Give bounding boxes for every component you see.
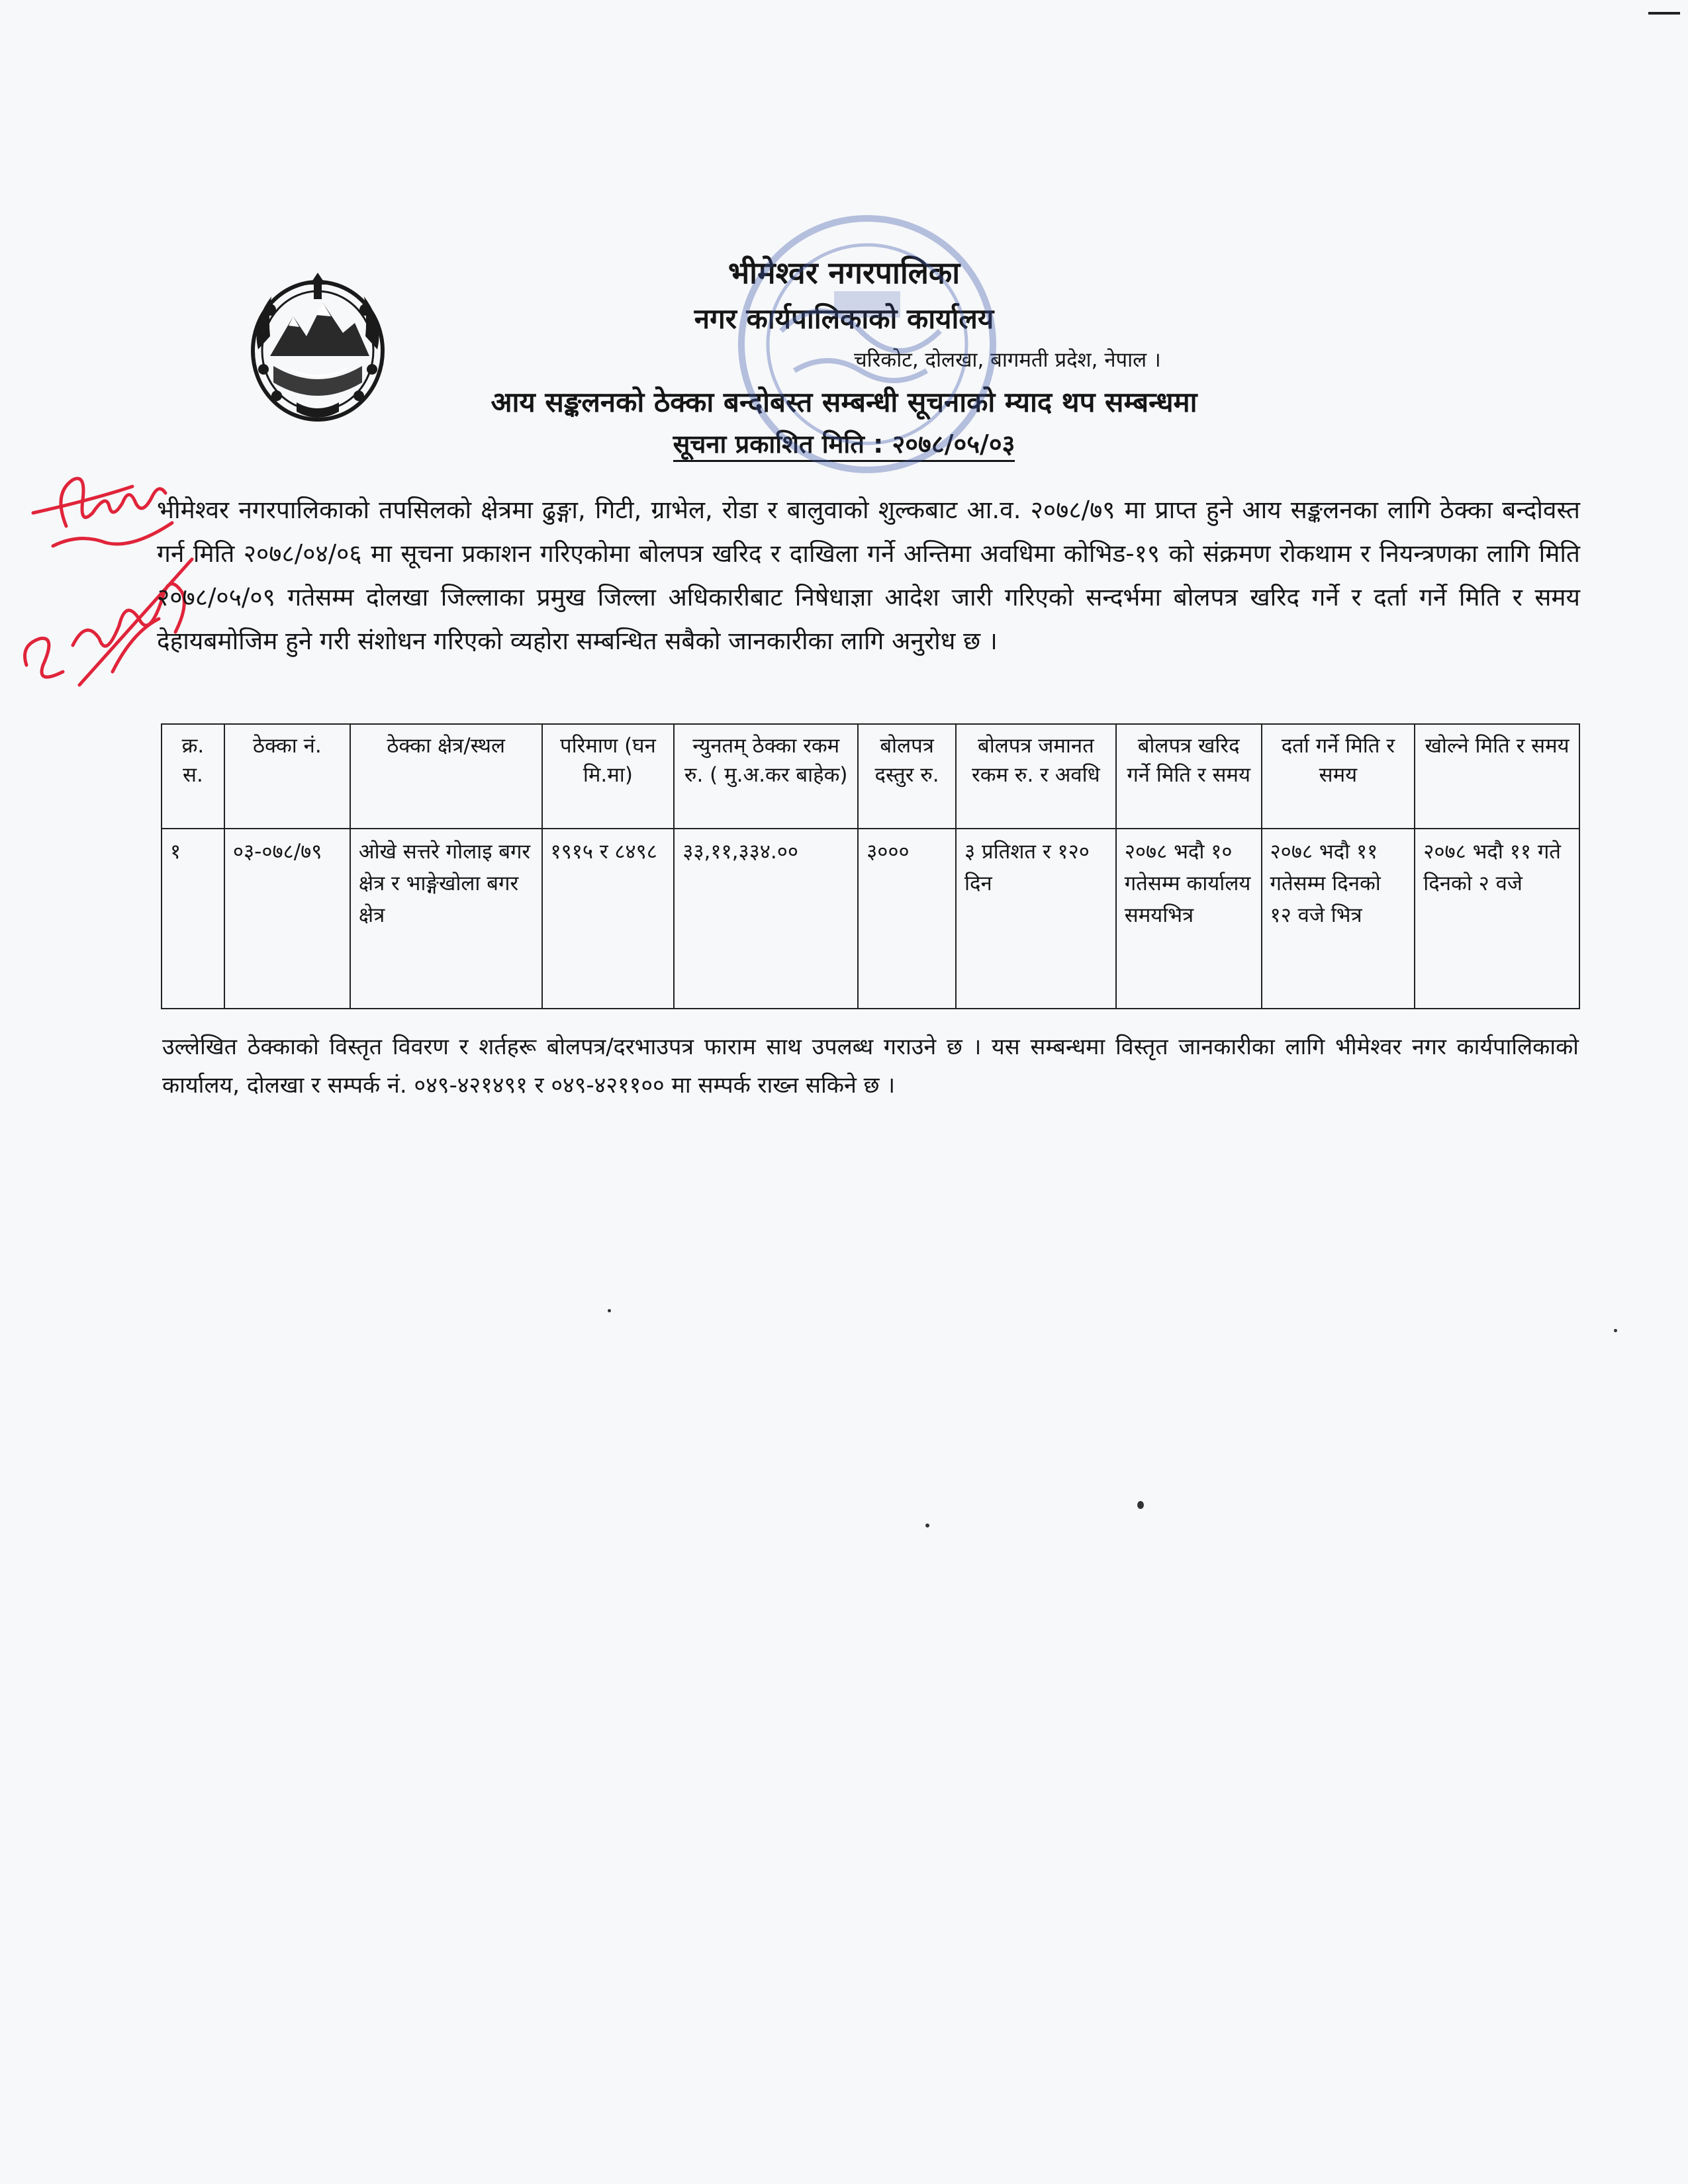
col-header-min-amount: न्युनतम् ठेक्का रकम रु. ( मु.अ.कर बाहेक) <box>674 724 858 829</box>
notice-body: भीमेश्वर नगरपालिकाको तपसिलको क्षेत्रमा ढुङ्गा, गिटी, ग्राभेल, रोडा र बालुवाको शुल्कबाट आ.व. २०७८/७९ मा प्राप्त हुने आय सङ्कलनका लागि ठेक्का बन्दोवस्त गर्न मिति २०७८/०४/०६ मा सूचना प्रकाशन गरिएकोमा बोलपत्र खरिद र दाखिला गर्ने अन्तिमा अवधिमा कोभिड-१९ को संक्रमण रोकथाम र नियन्त्रणका लागि मिति २०७८/०५/०९ गतेसम्म दोलखा जिल्लाका प्रमुख जिल्ला अधिकारीबाट निषेधाज्ञा आदेश जारी गरिएको सन्दर्भमा बोलपत्र खरिद गर्ने र दर्ता गर्ने मिति र समय देहायबमोजिम हुने गरी संशोधन गरिएको व्यहोरा सम्बन्धित सबैको जानकारीका लागि अनुरोध छ । <box>157 496 1580 655</box>
cell-contract-no: ०३-०७८/७९ <box>224 829 350 1009</box>
notice-subject: आय सङ्कलनको ठेक्का बन्दोबस्त सम्बन्धी सूचनाको म्याद थप सम्बन्धमा <box>491 386 1197 418</box>
office-name: नगर कार्यपालिकाको कार्यालय <box>694 302 994 335</box>
col-header-security: बोलपत्र जमानत रकम रु. र अवधि <box>956 724 1116 829</box>
col-header-register: दर्ता गर्ने मिति र समय <box>1262 724 1415 829</box>
col-header-area: ठेक्का क्षेत्र/स्थल <box>350 724 542 829</box>
table-header-row <box>162 724 1579 829</box>
cell-quantity: १९१५ र ८४९८ <box>542 829 675 1009</box>
scan-speck <box>1137 1501 1144 1509</box>
cell-register: २०७८ भदौ ११ गतेसम्म दिनको १२ वजे भित्र <box>1262 829 1415 1009</box>
cell-area: ओखे सत्तरे गोलाइ बगर क्षेत्र र भाङ्गेखोला बगर क्षेत्र <box>350 829 542 1009</box>
scan-speck <box>608 1309 611 1312</box>
scan-speck <box>1614 1329 1617 1332</box>
cell-security: ३ प्रतिशत र १२० दिन <box>956 829 1116 1009</box>
col-header-open: खोल्ने मिति र समय <box>1415 724 1579 829</box>
tender-table <box>161 723 1580 1009</box>
office-stamp <box>722 199 1013 490</box>
org-name: भीमेश्वर नगरपालिका <box>727 255 961 291</box>
scan-speck <box>925 1524 929 1527</box>
col-header-fee: बोलपत्र दस्तुर रु. <box>858 724 956 829</box>
col-header-sn: क्र. स. <box>162 724 224 829</box>
col-header-contract-no: ठेक्का नं. <box>224 724 350 829</box>
cell-min-amount: ३३,११,३३४.०० <box>674 829 858 1009</box>
table-row <box>162 829 1579 1009</box>
col-header-quantity: परिमाण (घन मि.मा) <box>542 724 675 829</box>
address: चरिकोट, दोलखा, बागमती प्रदेश, नेपाल । <box>854 348 1161 372</box>
cell-sn: १ <box>162 829 224 1009</box>
col-header-purchase: बोलपत्र खरिद गर्ने मिति र समय <box>1116 724 1262 829</box>
cell-fee: ३००० <box>858 829 956 1009</box>
notice-footer: उल्लेखित ठेक्काको विस्तृत विवरण र शर्तहरू बोलपत्र/दरभाउपत्र फाराम साथ उपलब्ध गराउने छ । यस सम्बन्धमा विस्तृत जानकारीका लागि भीमेश्वर नगर कार्यपालिकाको कार्यालय, दोलखा र सम्पर्क नं. ०४९-४२१४९१ र ०४९-४२११०० मा सम्पर्क राख्न सकिने छ । <box>162 1034 1579 1099</box>
publish-date-label: सूचना प्रकाशित मिति : २०७८/०५/०३ <box>673 430 1015 462</box>
scan-edge-mark <box>1648 12 1680 15</box>
cell-open: २०७८ भदौ ११ गते दिनको २ वजे <box>1415 829 1579 1009</box>
cell-purchase: २०७८ भदौ १० गतेसम्म कार्यालय समयभित्र <box>1116 829 1262 1009</box>
